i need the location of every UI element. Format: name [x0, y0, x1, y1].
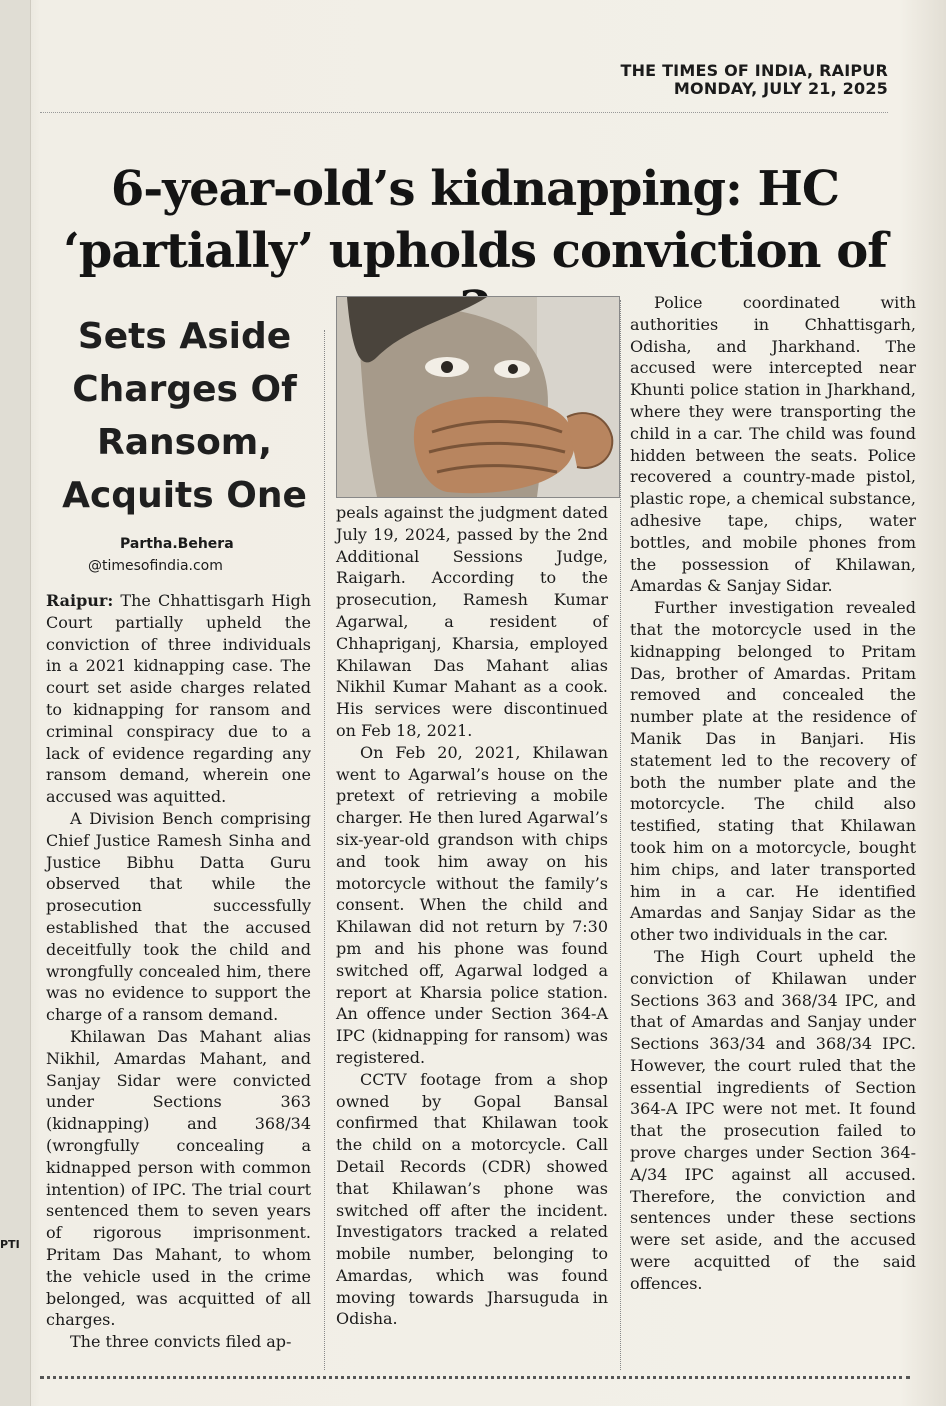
- paragraph: The three convicts filed ap-: [70, 1332, 292, 1352]
- author-handle: @timesofindia.com: [88, 558, 223, 574]
- paragraph: A Division Bench comprising Chief Justice Ramesh Sinha and Justice Bibhu Datta Guru observed that while the prosecution successfully established that the accused deceitfully took the child and wrongfully concealed him, there was no evidence to support the charge of a ransom demand.: [46, 808, 311, 1025]
- subheadline-line: Ransom,: [97, 422, 272, 463]
- dateline: Raipur:: [46, 591, 114, 610]
- masthead-date: MONDAY, JULY 21, 2025: [673, 79, 888, 98]
- paragraph: Khilawan Das Mahant alias Nikhil, Amardas Mahant, and Sanjay Sidar were convicted under Sections 363 (kidnapping) and 368/34 (wrongfully concealing a kidnapped person with common intention) of IPC. The trial court sentenced them to seven years of rigorous imprisonment. Pritam Das Mahant, to whom the vehicle used in the crime belonged, was acquitted of all charges.: [46, 1026, 311, 1330]
- paragraph: On Feb 20, 2021, Khilawan went to Agarwal’s house on the pretext of retrieving a mobile charger. He then lured Agarwal’s six-year-old grandson with chips and took him away on his motorcycle without the family’s consent. When the child and Khilawan did not return by 7:30 pm and his phone was found switched off, Agarwal lodged a report at Kharsia police station. An offence under Section 364-A IPC (kidnapping for ransom) was registered.: [336, 742, 608, 1067]
- paragraph: Further investigation revealed that the motorcycle used in the kidnapping belonged to Pritam Das, brother of Amardas. Pritam removed and concealed the number plate at the residence of Manik Das in Banjari. His statement led to the recovery of both the number plate and the motorcycle. The child also testified, stating that Khilawan took him on a motorcycle, bought him chips, and later transported him in a car. He identified Amardas and Sanjay Sidar as the other two individuals in the car.: [630, 598, 916, 945]
- subheadline-line: Sets Aside: [77, 316, 292, 357]
- article-column-2: [336, 502, 608, 1330]
- hand-covering-mouth-illustration: [337, 297, 619, 497]
- top-divider: [40, 112, 888, 113]
- subheadline: [42, 310, 327, 522]
- paragraph: Police coordinated with authorities in Chhattisgarh, Odisha, and Jharkhand. The accused were intercepted near Khunti police station in Jharkhand, where they were transporting the child in a car. The child was found hidden between the seats. Police recovered a country-made pistol, plastic rope, a chemical substance, adhesive tape, chips, water bottles, and mobile phones from the possession of Khilawan, Amardas & Sanjay Sidar.: [630, 293, 916, 596]
- headline-line-1: 6-year-old’s kidnapping: HC: [110, 161, 840, 217]
- adjacent-page-strip: [0, 0, 31, 1406]
- article-photo: [336, 296, 620, 498]
- side-label: PTI: [0, 1238, 20, 1251]
- paragraph: [46, 590, 311, 808]
- subheadline-line: Acquits One: [62, 475, 307, 516]
- article-column-1: [46, 590, 311, 1353]
- masthead-paper-name: THE TIMES OF INDIA, RAIPUR: [620, 61, 888, 80]
- paragraph: CCTV footage from a shop owned by Gopal Bansal confirmed that Khilawan took the child on a motorcycle. Call Detail Records (CDR) showed that Khilawan’s phone was switched off after the incident. Investigators tracked a related mobile number, belonging to Amardas, which was found moving towards Jharsuguda in Odisha.: [336, 1069, 608, 1329]
- bottom-divider: [40, 1376, 910, 1379]
- column-divider: [620, 300, 621, 1370]
- byline: [88, 533, 298, 577]
- author-name: Partha.Behera: [120, 536, 234, 552]
- paragraph: peals against the judgment dated July 19, 2024, passed by the 2nd Additional Sessions Judge, Raigarh. According to the prosecution, Ramesh Kumar Agarwal, a resident of Chhapriganj, Kharsia, employed Khilawan Das Mahant alias Nikhil Kumar Mahant as a cook. His services were discontinued on Feb 18, 2021.: [336, 503, 608, 740]
- masthead: [620, 62, 888, 98]
- paragraph: The High Court upheld the conviction of Khilawan under Sections 363 and 368/34 IPC, and that of Amardas and Sanjay under Sections 363/34 and 368/34 IPC. However, the court ruled that the essential ingredients of Section 364-A IPC were not met. It found that the prosecution failed to prove charges under Section 364-A/34 IPC against all accused. Therefore, the conviction and sentences under these sections were set aside, and the accused were acquitted of the said offences.: [630, 946, 916, 1293]
- article-column-3: [630, 292, 916, 1295]
- column-divider: [324, 330, 325, 1370]
- paragraph-text: The Chhattisgarh High Court partially upheld the conviction of three individuals in a 2021 kidnapping case. The court set aside charges related to kidnapping for ransom and criminal conspiracy due to a lack of evidence regarding any ransom demand, wherein one accused was aquitted.: [46, 591, 311, 807]
- subheadline-line: Charges Of: [72, 369, 297, 410]
- headline-line-2: ‘partially’ upholds conviction of: [63, 223, 887, 279]
